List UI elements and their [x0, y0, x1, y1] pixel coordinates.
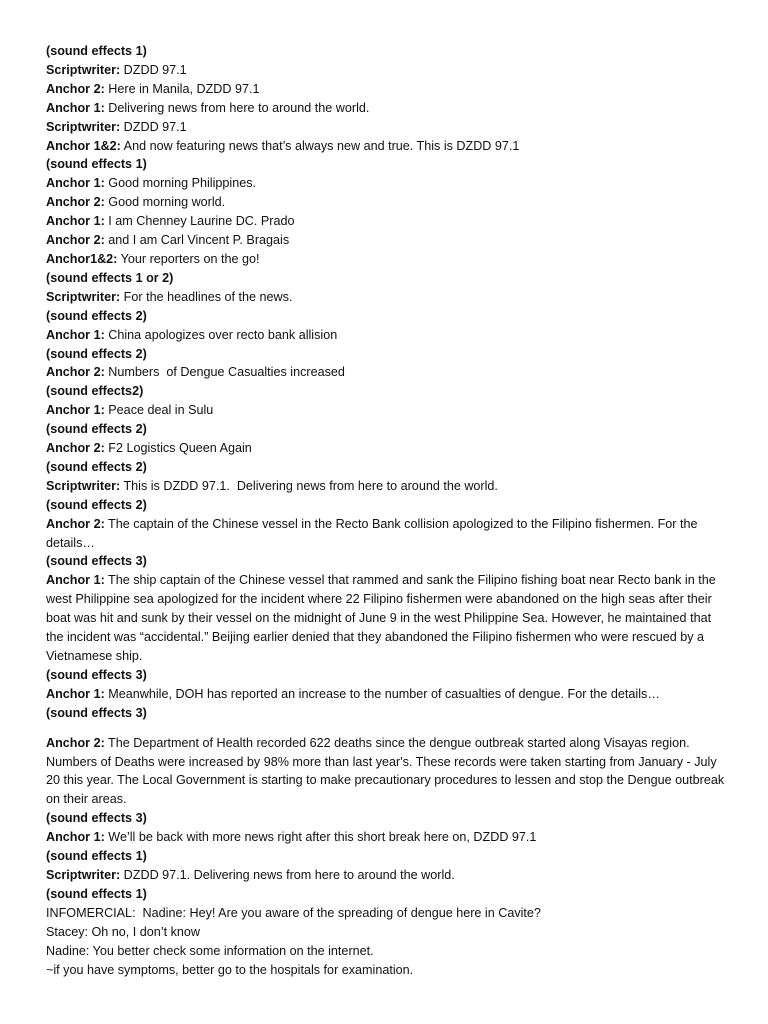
line-text: Your reporters on the go!: [117, 251, 260, 266]
script-line: [46, 904, 728, 923]
speaker-label: Anchor 1:: [46, 176, 105, 191]
line-text: I am Chenney Laurine DC. Prado: [104, 214, 295, 229]
line-text: Stacey: Oh no, I don’t know: [46, 924, 201, 939]
line-text: Peace deal in Sulu: [104, 403, 214, 418]
script-line: [46, 80, 728, 99]
line-text: Good morning Philippines.: [104, 176, 256, 191]
script-line: [46, 515, 728, 553]
script-line: [46, 61, 728, 80]
script-line: [46, 420, 728, 439]
speaker-label: (sound effects 2): [46, 459, 147, 474]
script-line: [46, 326, 728, 345]
script-line: [46, 828, 728, 847]
line-text: The captain of the Chinese vessel in the Recto Bank collision apologized to the Filipino fishermen. For the details…: [46, 516, 701, 550]
script-line: [46, 288, 728, 307]
speaker-label: (sound effects 3): [46, 554, 147, 569]
line-text: Good morning world.: [104, 195, 226, 210]
line-text: DZDD 97.1: [120, 119, 187, 134]
speaker-label: (sound effects 3): [46, 811, 147, 826]
script-line: [46, 307, 728, 326]
script-line: [46, 439, 728, 458]
script-line: [46, 269, 728, 288]
script-line: [46, 137, 728, 156]
line-text: We’ll be back with more news right after this short break here on, DZDD 97.1: [104, 830, 537, 845]
speaker-label: Anchor 1:: [46, 403, 105, 418]
script-line: [46, 961, 728, 980]
speaker-label: Anchor 2:: [46, 365, 105, 380]
speaker-label: Anchor 2:: [46, 735, 105, 750]
script-line: [46, 212, 728, 231]
script-line: [46, 231, 728, 250]
speaker-label: Anchor 1:: [46, 686, 105, 701]
speaker-label: Scriptwriter:: [46, 289, 121, 304]
speaker-label: Anchor 1:: [46, 573, 105, 588]
speaker-label: (sound effects 3): [46, 667, 147, 682]
script-line: [46, 363, 728, 382]
speaker-label: Anchor 2:: [46, 516, 105, 531]
line-text: China apologizes over recto bank allision: [104, 327, 338, 342]
line-text: Here in Manila, DZDD 97.1: [104, 81, 260, 96]
speaker-label: (sound effects 1): [46, 886, 147, 901]
script-line: [46, 382, 728, 401]
speaker-label: (sound effects 3): [46, 705, 147, 720]
script-line: [46, 847, 728, 866]
speaker-label: Scriptwriter:: [46, 62, 121, 77]
speaker-label: (sound effects 1): [46, 157, 147, 172]
speaker-label: Anchor 1:: [46, 830, 105, 845]
speaker-label: Anchor 2:: [46, 81, 105, 96]
script-line: [46, 174, 728, 193]
script-line: [46, 477, 728, 496]
script-line: [46, 666, 728, 685]
speaker-label: Anchor 1:: [46, 214, 105, 229]
line-text: This is DZDD 97.1. Delivering news from here to around the world.: [120, 478, 498, 493]
line-text: The Department of Health recorded 622 deaths since the dengue outbreak started along Visayas region. Numbers of Deaths were increased by 98% more than last year's. These records were taken starting from January - July 20 this year. The Local Government is starting to make precautionary procedures to lessen and stop the Dengue outbreak on their areas.: [46, 735, 728, 807]
line-text: DZDD 97.1. Delivering news from here to around the world.: [120, 867, 455, 882]
script-line: [46, 250, 728, 269]
script-line: [46, 942, 728, 961]
speaker-label: Anchor1&2:: [46, 251, 118, 266]
script-line: [46, 99, 728, 118]
line-text: F2 Logistics Queen Again: [104, 441, 252, 456]
line-text: DZDD 97.1: [120, 62, 187, 77]
speaker-label: (sound effects 1): [46, 44, 147, 58]
line-text: and I am Carl Vincent P. Bragais: [104, 233, 290, 248]
line-text: Meanwhile, DOH has reported an increase to the number of casualties of dengue. For the details…: [104, 686, 660, 701]
line-text: The ship captain of the Chinese vessel that rammed and sank the Filipino fishing boat near Recto bank in the west Philippine sea apologized for the incident where 22 Filipino fishermen were abandoned on the high seas after their boat was hit and sunk by their vessel on the midnight of June 9 in the west Philippine Sea. However, he maintained that the incident was “accidental.” Beijing earlier denied that they abandoned the Filipino fishermen who were rescued by a Vietnamese ship.: [46, 573, 720, 663]
speaker-label: Scriptwriter:: [46, 867, 121, 882]
script-line: [46, 118, 728, 137]
line-text: And now featuring news that’s always new and true. This is DZDD 97.1: [120, 138, 520, 153]
speaker-label: Scriptwriter:: [46, 478, 121, 493]
speaker-label: Anchor 2:: [46, 195, 105, 210]
script-line: [46, 458, 728, 477]
speaker-label: Anchor 2:: [46, 441, 105, 456]
speaker-label: (sound effects 2): [46, 497, 147, 512]
speaker-label: Anchor 1:: [46, 327, 105, 342]
line-text: INFOMERCIAL: Nadine: Hey! Are you aware of the spreading of dengue here in Cavite?: [46, 905, 541, 920]
line-text: ~if you have symptoms, better go to the hospitals for examination.: [46, 962, 414, 977]
script-line: [46, 734, 728, 810]
line-text: For the headlines of the news.: [120, 289, 293, 304]
speaker-label: Anchor 1:: [46, 100, 105, 115]
script-line: [46, 866, 728, 885]
script-line: [46, 193, 728, 212]
speaker-label: Anchor 2:: [46, 233, 105, 248]
speaker-label: (sound effects 1): [46, 849, 147, 864]
script-line: [46, 704, 728, 723]
speaker-label: (sound effects 2): [46, 308, 147, 323]
speaker-label: Scriptwriter:: [46, 119, 121, 134]
script-line: [46, 401, 728, 420]
script-line: [46, 809, 728, 828]
speaker-label: (sound effects2): [46, 384, 144, 399]
script-line: [46, 685, 728, 704]
script-line: [46, 571, 728, 666]
script-line: [46, 345, 728, 364]
script-line: [46, 42, 728, 61]
speaker-label: (sound effects 1 or 2): [46, 270, 174, 285]
script-line: [46, 155, 728, 174]
script-line: [46, 885, 728, 904]
speaker-label: (sound effects 2): [46, 346, 147, 361]
line-text: Nadine: You better check some information on the internet.: [46, 943, 374, 958]
script-line: [46, 923, 728, 942]
line-text: Numbers of Dengue Casualties increased: [104, 365, 345, 380]
script-line: [46, 496, 728, 515]
line-text: Delivering news from here to around the world.: [104, 100, 370, 115]
script-line: [46, 552, 728, 571]
speaker-label: (sound effects 2): [46, 422, 147, 437]
speaker-label: Anchor 1&2:: [46, 138, 121, 153]
